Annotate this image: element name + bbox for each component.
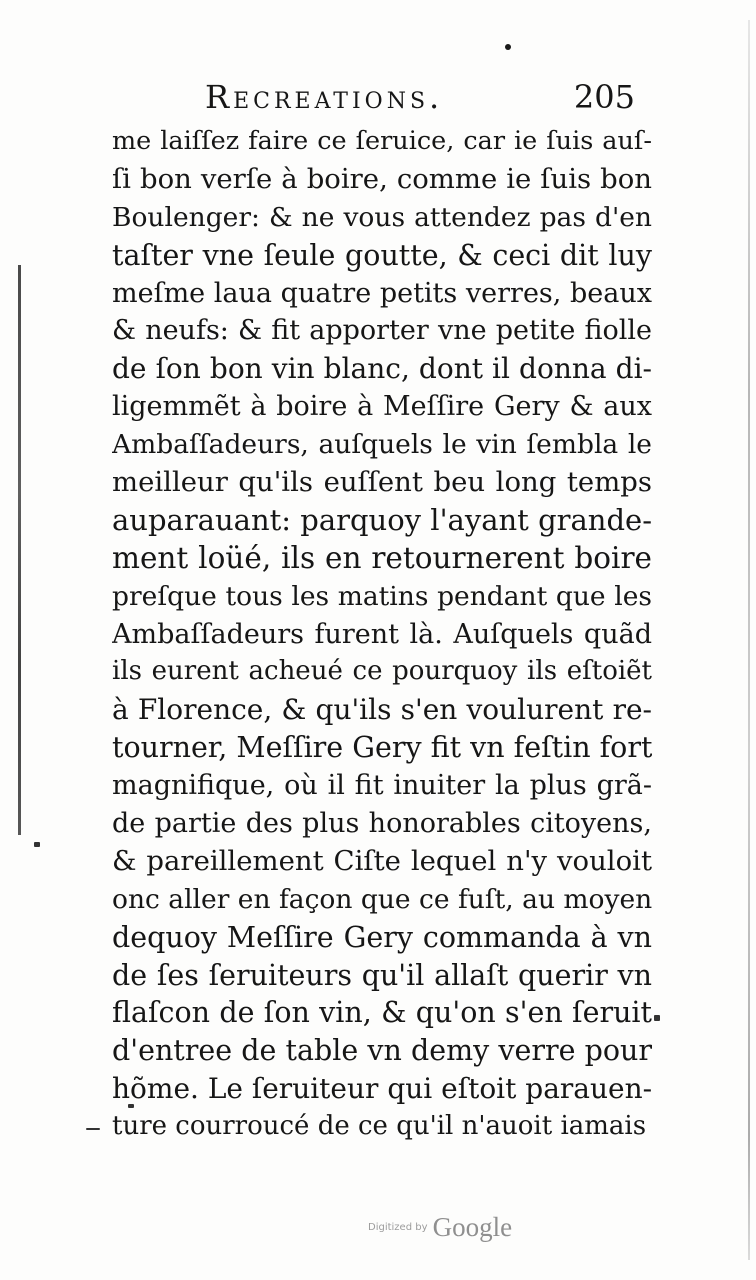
margin-rule xyxy=(18,265,21,835)
text-line: de ſon bon vin blanc, dont il donna di- xyxy=(112,352,652,386)
running-head: Recreations. xyxy=(205,78,444,116)
text-line: hõme. Le ſeruiteur qui eſtoit parauen- xyxy=(112,1072,652,1106)
text-line: dequoy Meſſire Gery commanda à vn xyxy=(112,920,652,954)
text-line: ture courroucé de ce qu'il n'auoit iamais xyxy=(112,1111,647,1142)
google-logo: Google xyxy=(432,1212,513,1242)
text-line: Ambaſſadeurs, auſquels le vin ſembla le xyxy=(112,429,652,461)
text-line: de partie des plus honorables citoyens, xyxy=(112,808,652,840)
margin-mark xyxy=(34,842,40,847)
text-line: onc aller en façon que ce fuſt, au moyen xyxy=(112,883,652,915)
text-line: Boulenger: & ne vous attendez pas d'en xyxy=(112,201,652,233)
text-line: tourner, Meſſire Gery fit vn feſtin fort xyxy=(112,731,652,765)
text-line: preſque tous les matins pendant que les xyxy=(112,580,652,612)
text-line: ſi bon verſe à boire, comme ie ſuis bon xyxy=(112,162,652,195)
text-line: Ambaſſadeurs furent là. Auſquels quãd xyxy=(112,618,652,650)
text-line: taſter vne ſeule goutte, & ceci dit luy xyxy=(112,238,652,272)
text-line: ligemmẽt à boire à Meſſire Gery & aux xyxy=(112,391,652,423)
page-number: 205 xyxy=(573,78,635,116)
watermark-prefix: Digitized by xyxy=(368,1222,428,1233)
page-header xyxy=(205,78,635,122)
text-line: magnifique, où il fit inuiter la plus grã- xyxy=(112,770,652,802)
digitized-watermark xyxy=(368,1212,512,1252)
text-line: meſme laua quatre petits verres, beaux xyxy=(112,277,652,309)
text-line: à Florence, & qu'ils s'en voulurent re- xyxy=(112,693,652,727)
text-line: d'entree de table vn demy verre pour xyxy=(112,1034,652,1068)
text-line: & neufs: & fit apporter vne petite fiolle xyxy=(112,315,652,347)
ink-dot xyxy=(505,44,511,50)
page-edge-shadow xyxy=(748,20,750,1260)
text-line: flaſcon de ſon vin, & qu'on s'en ſeruit xyxy=(112,996,652,1030)
text-line: & pareillement Ciſte lequel n'y vouloit xyxy=(112,844,652,877)
text-line: de ſes ſeruiteurs qu'il allaſt querir vn xyxy=(112,958,652,992)
text-line: auparauant: parquoy l'ayant grande- xyxy=(112,502,652,537)
margin-mark xyxy=(86,1128,100,1130)
margin-mark xyxy=(654,1015,660,1021)
text-line: meilleur qu'ils euſſent beu long temps xyxy=(112,466,652,499)
body-text xyxy=(112,123,652,1146)
text-line: me laiſſez faire ce ſeruice, car ie ſuis auſ- xyxy=(112,126,652,156)
text-line: ils eurent acheué ce pourquoy ils eſtoiẽt xyxy=(112,656,652,687)
text-line: ment loüé, ils en retournerent boire xyxy=(112,540,652,575)
